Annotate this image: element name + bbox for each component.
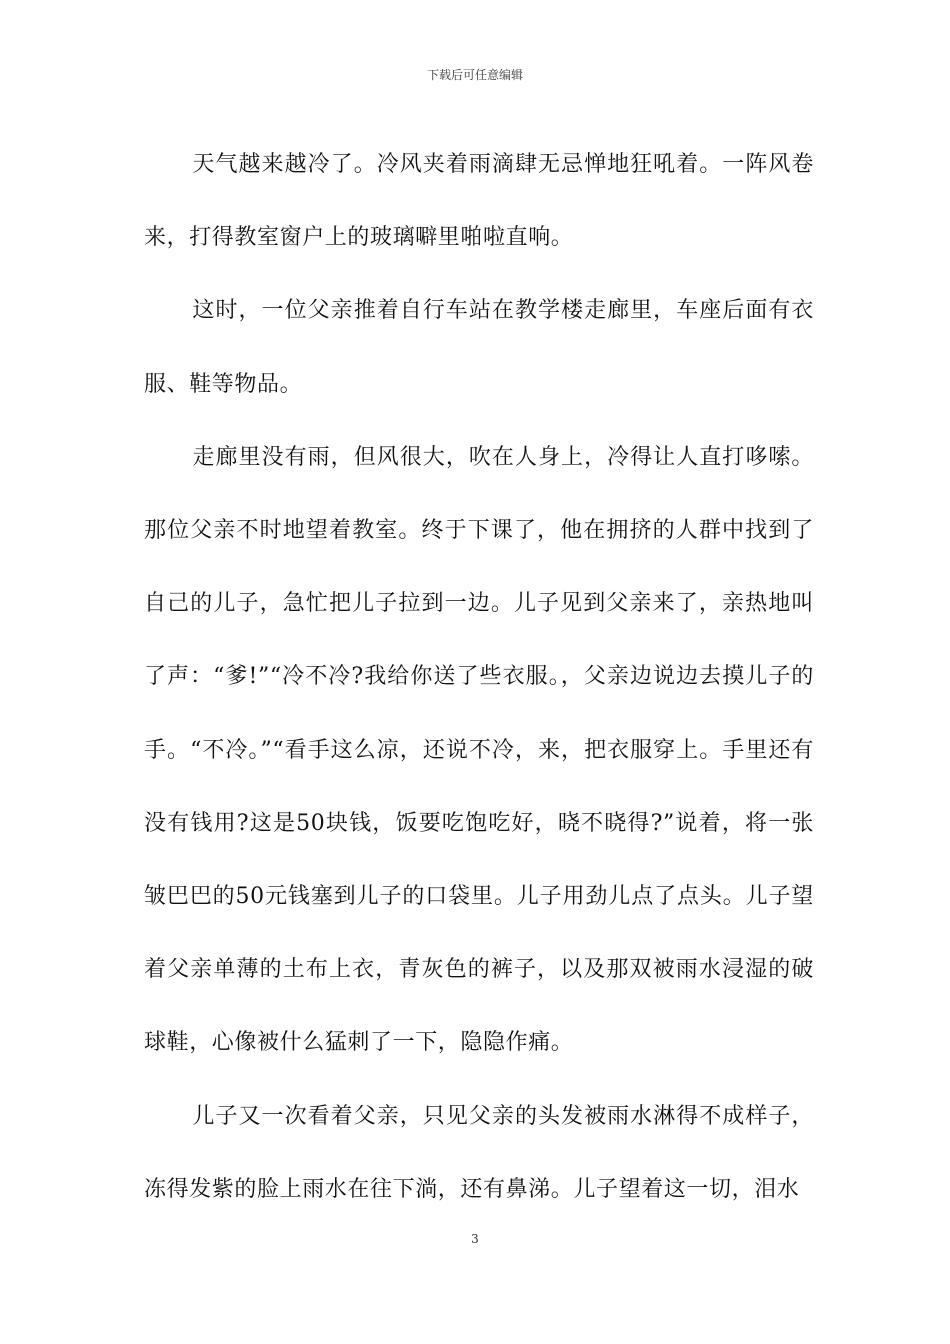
page-header: 下载后可任意编辑 (426, 68, 523, 82)
paragraph-2 (144, 274, 814, 420)
document-body (144, 128, 814, 1226)
paragraph-3-text: 走廊里没有雨，但风很大，吹在人身上，冷得让人直打哆嗦。那位父亲不时地望着教室。终于下课了，他在拥挤的人群中找到了自己的儿子，急忙把儿子拉到一边。儿子见到父亲来了，亲热地叫了声：“爹!”“冷不冷?我给你送了些衣服。，父亲边说边去摸儿子的手。“不冷。”“看手这么凉，还说不冷，来，把衣服穿上。手里还有没有钱用?这是50块钱，饭要吃饱吃好，晓不晓得?”说着，将一张皱巴巴的50元钱塞到儿子的口袋里。儿子用劲儿点了点头。儿子望着父亲单薄的土布上衣，青灰色的裤子，以及那双被雨水浸湿的破球鞋，心像被什么猛刺了一下，隐隐作痛。 (144, 444, 814, 1056)
paragraph-1-text: 天气越来越冷了。冷风夹着雨滴肆无忌惮地狂吼着。一阵风卷来，打得教室窗户上的玻璃噼里啪啦直响。 (144, 152, 814, 251)
paragraph-2-text: 这时，一位父亲推着自行车站在教学楼走廊里，车座后面有衣服、鞋等物品。 (144, 298, 814, 397)
page-number: 3 (471, 1232, 479, 1246)
paragraph-4 (144, 1080, 814, 1226)
paragraph-1 (144, 128, 814, 274)
paragraph-3 (144, 421, 814, 1080)
paragraph-4-text: 儿子又一次看着父亲，只见父亲的头发被雨水淋得不成样子，冻得发紫的脸上雨水在往下淌，还有鼻涕。儿子望着这一切，泪水 (144, 1103, 814, 1202)
